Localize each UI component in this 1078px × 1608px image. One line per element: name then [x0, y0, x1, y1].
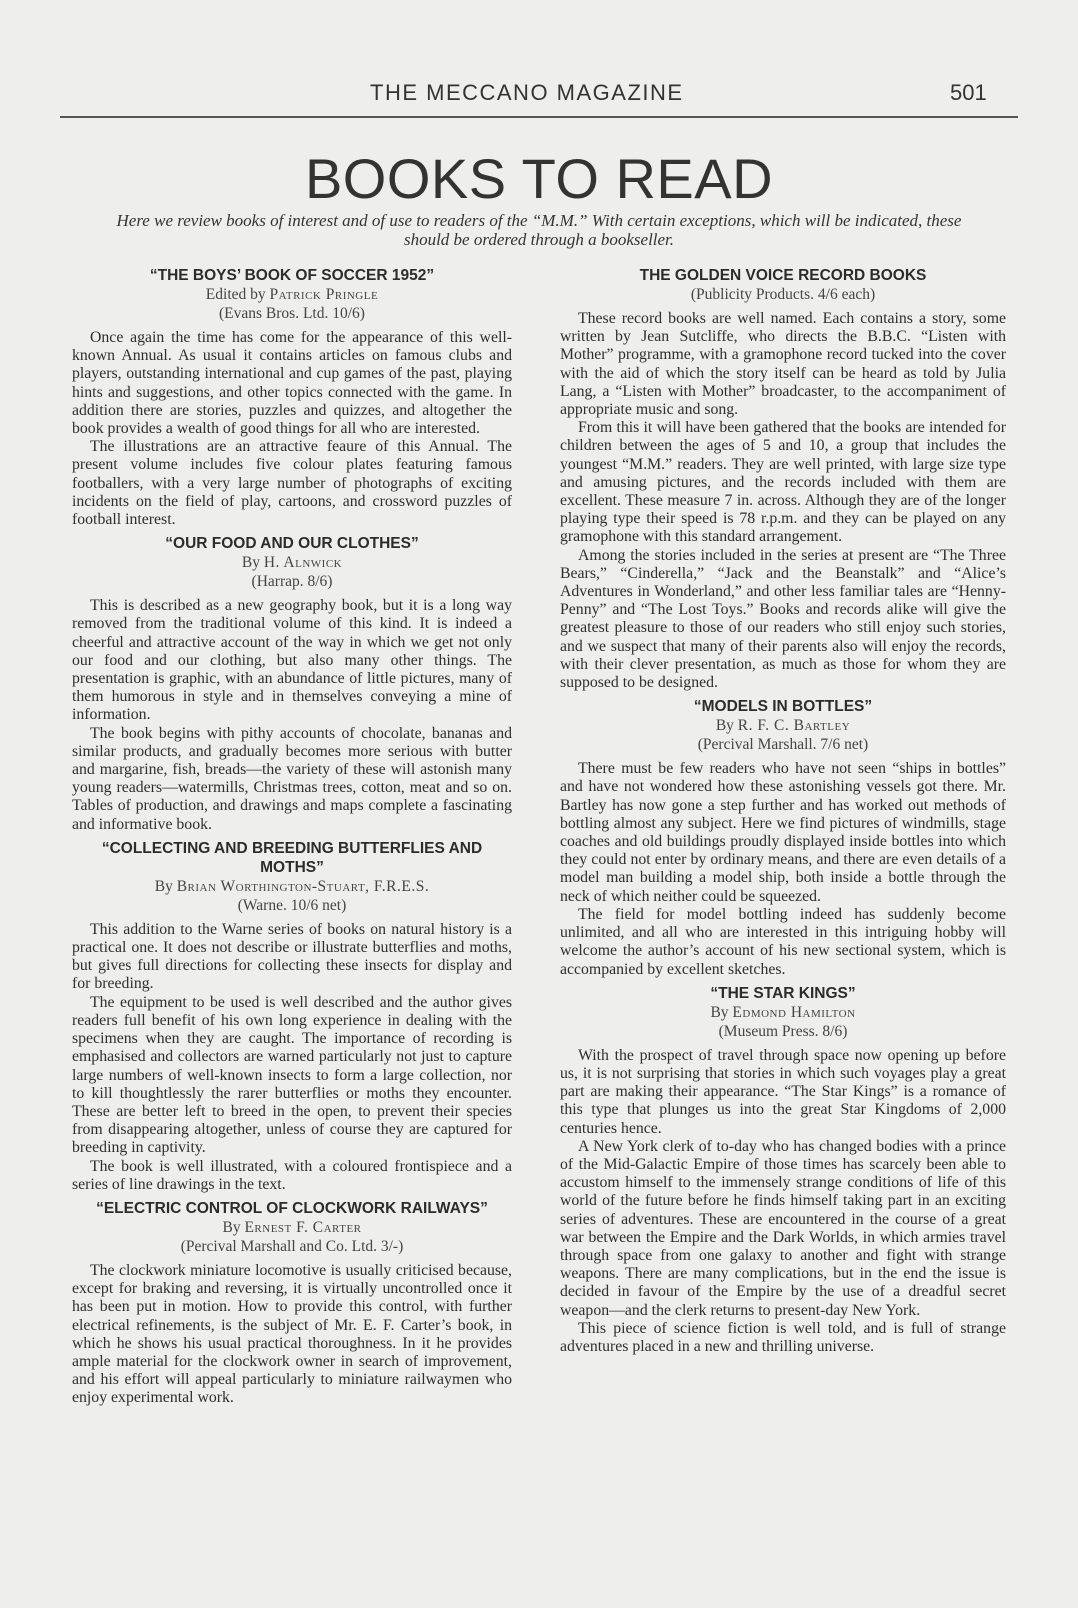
review-credit [72, 1218, 512, 1237]
author-name: R. F. C. Bartley [737, 717, 851, 735]
review-publisher: (Museum Press. 8/6) [718, 1022, 848, 1040]
credit-prefix: Edited by [205, 286, 270, 303]
review-credit [72, 877, 512, 896]
review-paragraph: This is described as a new geography book, but it is a long way removed from the traditional volume of this kind. It is indeed a cheerful and attractive account of the way in which we get not only our food and our clothing, but also many other things. The presentation is graphic, with an abundance of little pictures, many of them humorous in style and in themselves conveying a mine of information. [72, 597, 512, 724]
review-our-food-and-our-clothes [72, 534, 512, 834]
right-column [560, 266, 1006, 1361]
review-paragraph: The field for model bottling indeed has suddenly become unlimited, and all who are interested in this intriguing hobby will welcome the author’s account of his new sectional system, which is accompanied by excellent sketches. [560, 905, 1006, 978]
credit-prefix: By [154, 877, 177, 895]
review-title: “THE STAR KINGS” [710, 984, 856, 1002]
review-paragraph: These record books are well named. Each contains a story, some written by Jean Sutcliffe, who directs the B.B.C. “Listen with Mother” programme, with a gramophone record tucked into the cover with the aid of which the story itself can be heard as told by Julia Lang, a “Listen with Mother” broadcaster, to the accompaniment of appropriate music and song. [560, 310, 1006, 419]
page-number: 501 [950, 80, 987, 105]
author-name: Brian Worthington-Stuart, F.R.E.S. [176, 877, 430, 895]
review-credit [560, 716, 1006, 735]
review-paragraph: From this it will have been gathered that the books are intended for children between the ages of 5 and 10, a group that includes the youngest “M.M.” readers. They are well printed, with large size type and amusing pictures, and the records included with them are excellent. These measure 7 in. across. Although they are of the longer playing type their speed is 78 r.p.m. and they can be played on any gramophone with this standard arrangement. [560, 419, 1006, 546]
author-name: Patrick Pringle [269, 286, 379, 303]
review-paragraph: The equipment to be used is well described and the author gives readers full benefit of his own long experience in dealing with the specimens when they are caught. The importance of recording is emphasised and collectors are warned particularly not just to capture large numbers of well-known insects to form a large collection, nor to kill thoughtlessly the rarer butterflies or moths they encounter. These are better left to breed in the open, to prevent their species from disappearing altogether, unless of course they are captured for breeding in captivity. [72, 993, 512, 1157]
review-paragraph: A New York clerk of to-day who has changed bodies with a prince of the Mid-Galactic Empire of those times has scarcely been able to accustom himself to the immensely strange conditions of life of this world of the future before he finds himself taking part in an exciting series of adventures. These are encountered in the course of a great war between the Empire and the Dark Worlds, in which armies travel through space from one galaxy to another and fight with strange weapons. There are many complications, but in the end the issue is decided in favour of the Empire by the use of a dreadful secret weapon—and the clerk returns to present-day New York. [560, 1137, 1006, 1319]
credit-prefix: By [241, 554, 264, 572]
review-paragraph: With the prospect of travel through space now opening up before us, it is not surprising that stories in which such voyages play a great part are making their appearance. “The Star Kings” is a romance of this type that plunges us into the great Star Kingdoms of 2,000 centuries hence. [560, 1046, 1006, 1137]
page-title: BOOKS TO READ [304, 147, 774, 210]
review-title: “ELECTRIC CONTROL OF CLOCKWORK RAILWAYS” [96, 1199, 488, 1217]
review-paragraph: The book begins with pithy accounts of chocolate, bananas and similar products, and gradually becomes more serious with butter and margarine, fish, breads—the variety of these will astonish many young readers—watermills, Christmas trees, cotton, meat and so on. Tables of production, and drawings and maps complete a fascinating and informative book. [72, 724, 512, 833]
credit-prefix: By [710, 1003, 733, 1021]
review-title: “MODELS IN BOTTLES” [693, 698, 873, 716]
review-paragraph: The illustrations are an attractive feaure of this Annual. The present volume includes five colour plates featuring famous footballers, with a very large number of photographs of exciting incidents on the field of play, cartoons, and crossword puzzles of football interest. [72, 438, 512, 529]
review-the-star-kings [560, 984, 1006, 1356]
review-publisher: (Percival Marshall. 7/6 net) [697, 736, 869, 754]
author-name: Edmond Hamilton [732, 1003, 856, 1021]
review-publisher: (Percival Marshall and Co. Ltd. 3/-) [180, 1237, 404, 1255]
review-title: “THE BOYS’ BOOK OF SOCCER 1952” [149, 267, 435, 284]
review-publisher: (Publicity Products. 4/6 each) [690, 286, 876, 303]
credit-prefix: By [715, 717, 738, 735]
review-boys-book-of-soccer [72, 266, 512, 529]
review-credit [560, 1003, 1006, 1022]
review-paragraph: This addition to the Warne series of books on natural history is a practical one. It does not describe or illustrate butterflies and moths, but gives full directions for collecting these insects for display and for breeding. [72, 920, 512, 993]
review-paragraph: Among the stories included in the series at present are “The Three Bears,” “Cinderella,” “Jack and the Beanstalk” and “Alice’s Adventures in Wonderland,” and other less familiar tales are “Henny-Penny” and “The Lost Toys.” Books and records alike will give the greatest pleasure to those of our readers who still enjoy such stories, and we suspect that many of their parents also will enjoy the records, with their clever presentation, as much as those for whom they are supposed to be designed. [560, 546, 1006, 692]
review-electric-control-clockwork [72, 1199, 512, 1408]
review-title: THE GOLDEN VOICE RECORD BOOKS [639, 267, 927, 284]
review-publisher: (Harrap. 8/6) [251, 573, 333, 591]
author-name: H. Alnwick [263, 554, 343, 572]
review-paragraph: There must be few readers who have not seen “ships in bottles” and have not wondered how these astonishing vessels got there. Mr. Bartley has now gone a step further and has worked out methods of bottling almost any subject. Here we find pictures of windmills, stage coaches and old buildings proudly displayed inside bottles into which they could not enter by ordinary means, and there are even details of a model man building a model ship, both inside a bottle through the neck of which neither could be squeezed. [560, 760, 1006, 905]
running-header [0, 78, 1078, 108]
header-rule [60, 116, 1018, 118]
review-paragraph: The book is well illustrated, with a coloured frontispiece and a series of line drawings in the text. [72, 1157, 512, 1193]
review-golden-voice-record-books [560, 266, 1006, 692]
review-paragraph: The clockwork miniature locomotive is usually criticised because, except for braking and reversing, it is virtually uncontrolled once it has been put in motion. How to provide this control, with further electrical refinements, is the subject of Mr. E. F. Carter’s book, in which he shows his usual practical thoroughness. In it he provides ample material for the clockwork owner in search of improvement, and his effort will appeal particularly to miniature railwaymen who enjoy experimental work. [72, 1261, 512, 1407]
review-publisher: (Evans Bros. Ltd. 10/6) [219, 305, 365, 322]
review-paragraph: Once again the time has come for the appearance of this well-known Annual. As usual it contains articles on famous clubs and players, outstanding international and cup games of the past, playing hints and suggestions, and other topics connected with the game. In addition there are stories, puzzles and quizzes, and altogether the book provides a wealth of good things for all who are interested. [72, 329, 512, 438]
left-column [72, 266, 512, 1413]
review-credit [72, 553, 512, 572]
review-credit [72, 285, 512, 304]
review-models-in-bottles [560, 697, 1006, 978]
review-title: “OUR FOOD AND OUR CLOTHES” [165, 535, 419, 553]
author-name: Ernest F. Carter [244, 1218, 362, 1236]
review-paragraph: This piece of science fiction is well told, and is full of strange adventures placed in a new and thrilling universe. [560, 1319, 1006, 1355]
credit-prefix: By [222, 1218, 245, 1236]
review-collecting-butterflies [72, 839, 512, 1194]
review-title: “COLLECTING AND BREEDING BUTTERFLIES AND MOTHS” [101, 839, 483, 876]
magazine-name: THE MECCANO MAGAZINE [370, 80, 684, 105]
review-publisher: (Warne. 10/6 net) [237, 896, 347, 914]
intro-text: Here we review books of interest and of use to readers of the “M.M.” With certain exceptions, which will be indicated, these should be ordered through a bookseller. [116, 211, 962, 249]
